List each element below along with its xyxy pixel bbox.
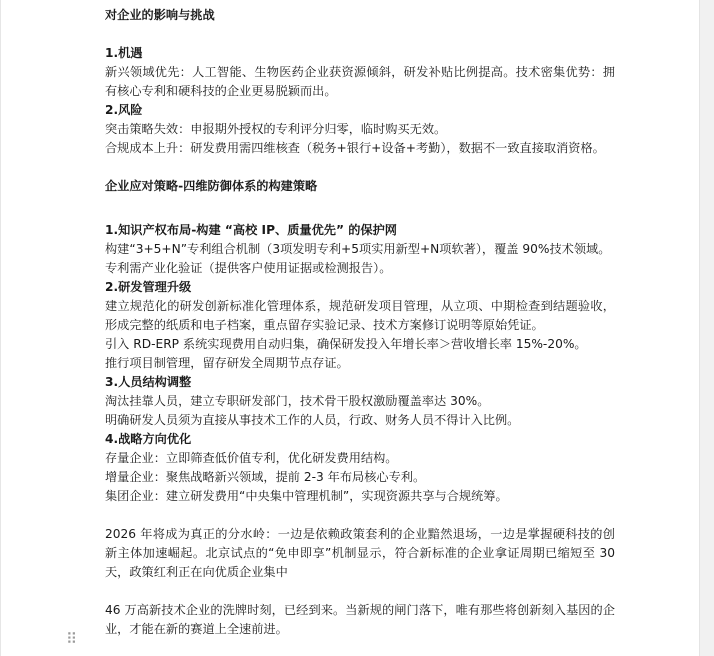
heading-direction: 4.战略方向优化 [105, 432, 192, 446]
paragraph-staff-1: 淘汰挂靠人员，建立专职研发部门，技术骨干股权激励覆盖率达 30%。 [105, 394, 490, 408]
paragraph-conclusion: 46 万高新技术企业的洗牌时刻，已经到来。当新规的闸门落下，唯有那些将创新刻入基因的企业，才能在新的赛道上全速前进。 [105, 603, 615, 636]
section-title-strategy: 企业应对策略-四维防御体系的构建策略 [105, 179, 318, 193]
scrollbar[interactable] [699, 0, 714, 656]
paragraph-direction-1: 存量企业：立即筛查低价值专利，优化研发费用结构。 [105, 451, 398, 465]
drag-handle-icon[interactable]: ⠿ [66, 630, 76, 648]
paragraph-ip-2: 专利需产业化验证（提供客户使用证据或检测报告）。 [105, 261, 392, 275]
paragraph-rd-3: 推行项目制管理，留存研发全周期节点存证。 [105, 356, 349, 370]
heading-rd-management: 2.研发管理升级 [105, 280, 192, 294]
heading-staff: 3.人员结构调整 [105, 375, 192, 389]
paragraph-ip-1: 构建“3+5+N”专利组合机制（3项发明专利+5项实用新型+N项软著），覆盖 90%技术领域。 [105, 242, 611, 256]
heading-opportunity: 1.机遇 [105, 46, 143, 60]
paragraph-risk-1: 突击策略失效：申报期外授权的专利评分归零，临时购买无效。 [105, 122, 447, 136]
paragraph-staff-2: 明确研发人员须为直接从事技术工作的人员，行政、财务人员不得计入比例。 [105, 413, 520, 427]
paragraph-direction-3: 集团企业：建立研发费用“中央集中管理机制”，实现资源共享与合规统筹。 [105, 489, 508, 503]
paragraph-opportunity: 新兴领域优先：人工智能、生物医药企业获资源倾斜，研发补贴比例提高。技术密集优势：拥有核心专利和硬科技的企业更易脱颖而出。 [105, 65, 615, 98]
paragraph-rd-2: 引入 RD-ERP 系统实现费用自动归集，确保研发投入年增长率＞营收增长率 15%-20%。 [105, 337, 587, 351]
heading-ip-layout: 1.知识产权布局-构建 “高校 IP、质量优先” 的保护网 [105, 223, 397, 237]
paragraph-risk-2: 合规成本上升：研发费用需四维核查（税务+银行+设备+考勤），数据不一致直接取消资格。 [105, 141, 605, 155]
paragraph-rd-1: 建立规范化的研发创新标准化管理体系，规范研发项目管理，从立项、中期检查到结题验收，形成完整的纸质和电子档案，重点留存实验记录、技术方案修订说明等原始凭证。 [105, 299, 615, 332]
document-body [105, 6, 615, 639]
heading-risk: 2.风险 [105, 103, 143, 117]
section-title-impact: 对企业的影响与挑战 [105, 8, 215, 22]
paragraph-direction-2: 增量企业：聚焦战略新兴领域，提前 2-3 年布局核心专利。 [105, 470, 426, 484]
paragraph-watershed: 2026 年将成为真正的分水岭：一边是依赖政策套利的企业黯然退场，一边是掌握硬科技的创新主体加速崛起。北京试点的“免申即享”机制显示，符合新标准的企业拿证周期已缩短至 30 天，政策红利正在向优质企业集中 [105, 527, 615, 579]
